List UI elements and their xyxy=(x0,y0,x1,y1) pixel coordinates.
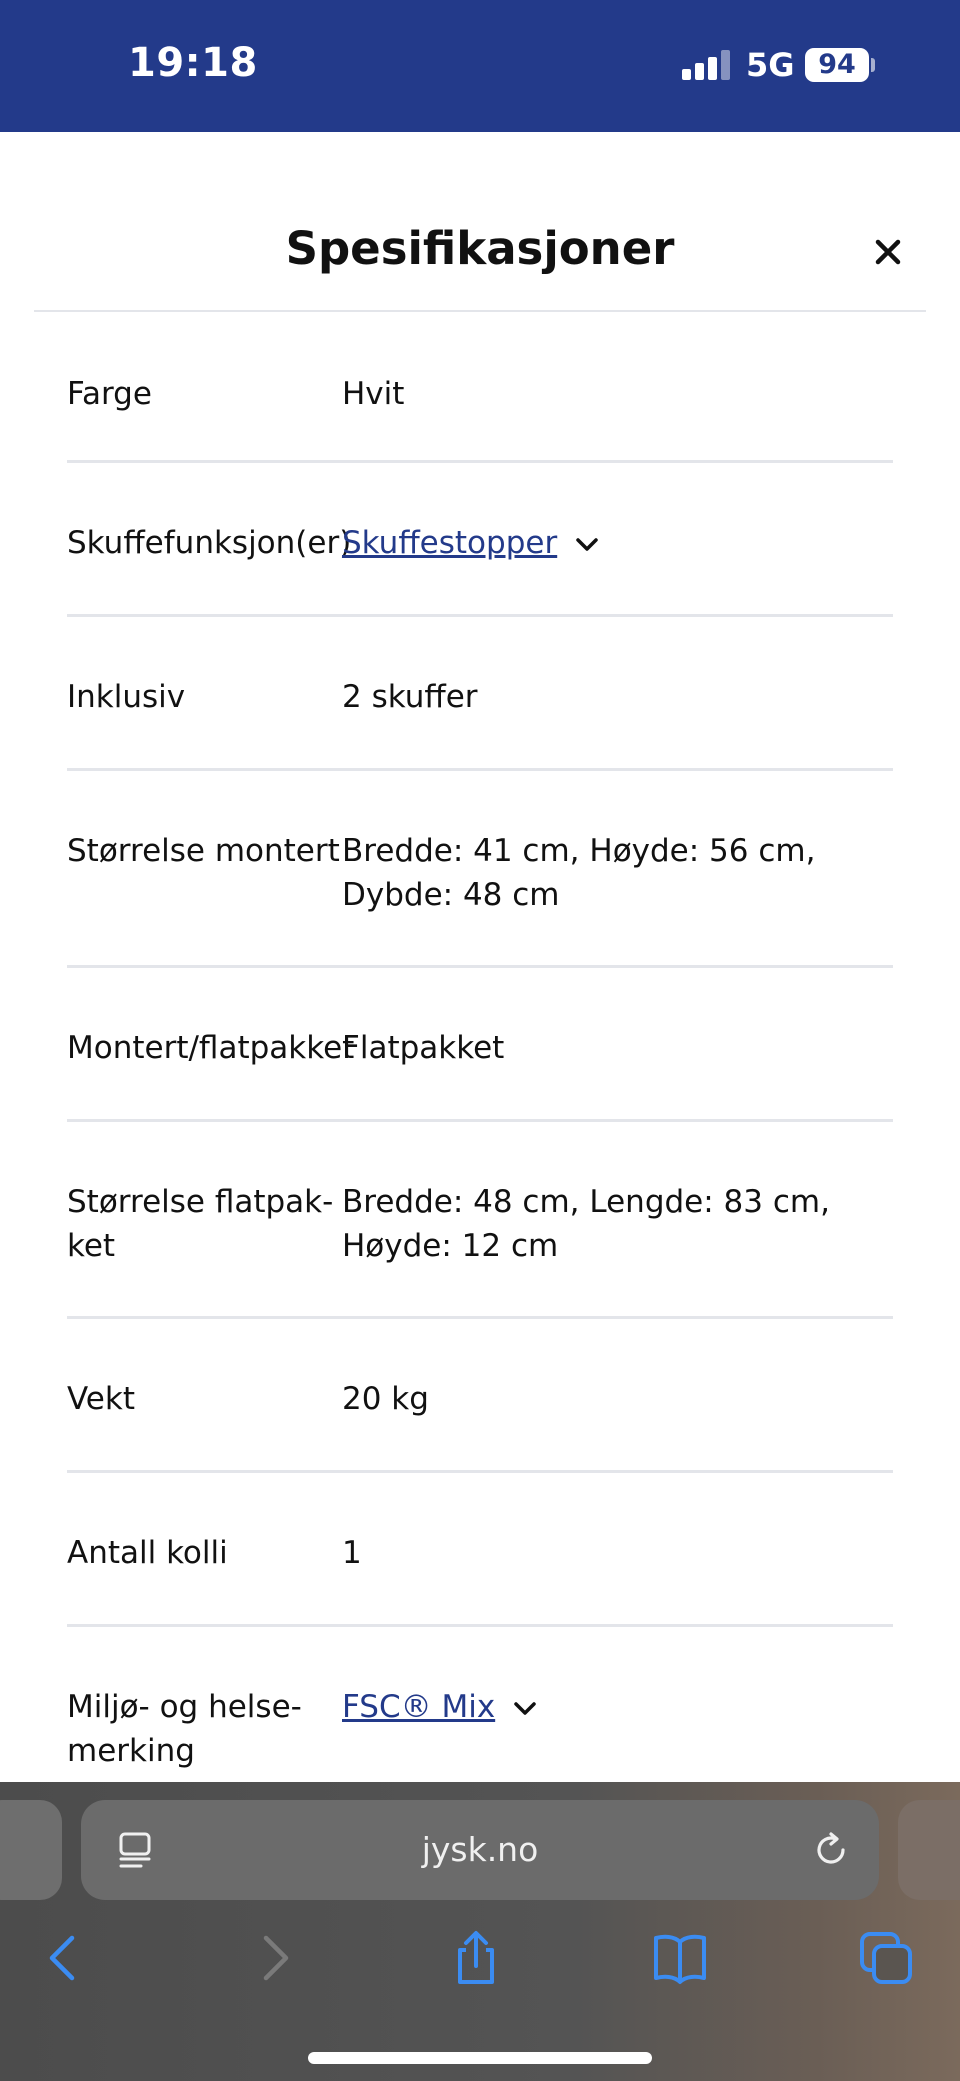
spec-row-skuffefunksjon xyxy=(67,463,893,617)
spec-value: Hvit xyxy=(342,376,405,412)
spec-label: Miljø- og helsemerking xyxy=(67,1689,302,1769)
previous-tab-preview[interactable] xyxy=(0,1800,62,1900)
spec-value: 2 skuffer xyxy=(342,679,478,715)
battery-icon xyxy=(805,48,869,82)
spec-value: Flatpakket xyxy=(342,1030,505,1066)
battery-level: 94 xyxy=(818,49,856,80)
share-icon[interactable] xyxy=(448,1930,504,1986)
status-bar xyxy=(0,0,960,132)
next-tab-preview[interactable] xyxy=(898,1800,960,1900)
address-bar[interactable] xyxy=(81,1800,879,1900)
spec-label: Størrelse flatpakket xyxy=(67,1184,334,1264)
chevron-down-icon[interactable] xyxy=(575,537,599,553)
spec-row-storrelse-flatpakket xyxy=(67,1122,893,1319)
chevron-down-icon[interactable] xyxy=(513,1701,537,1717)
spec-value: Bredde: 48 cm, Lengde: 83 cm, Høyde: 12 cm xyxy=(342,1184,830,1264)
status-time: 19:18 xyxy=(128,40,258,86)
modal-title: Spesifikasjoner xyxy=(285,222,675,275)
fsc-mix-link[interactable]: FSC® Mix xyxy=(342,1689,496,1725)
url-text: jysk.no xyxy=(421,1830,539,1869)
spec-label: Størrelse montert xyxy=(67,833,340,869)
spec-value: 20 kg xyxy=(342,1381,429,1417)
spec-value xyxy=(342,1685,893,1729)
spec-label: Farge xyxy=(67,376,152,412)
close-icon xyxy=(868,232,908,272)
back-icon[interactable] xyxy=(36,1930,92,1986)
spec-label: Montert/flatpakket xyxy=(67,1030,355,1066)
spec-label: Skuffefunksjon(er) xyxy=(67,525,352,561)
spec-label: Inklusiv xyxy=(67,679,186,715)
spec-value: 1 xyxy=(342,1535,362,1571)
home-indicator[interactable] xyxy=(308,2052,652,2064)
spec-label: Antall kolli xyxy=(67,1535,228,1571)
skuffestopper-link[interactable]: Skuffestopper xyxy=(342,525,558,561)
spec-list xyxy=(67,312,893,1781)
battery-nub xyxy=(871,58,875,72)
spec-row-antall-kolli xyxy=(67,1473,893,1627)
reload-icon[interactable] xyxy=(811,1830,851,1870)
spec-row-miljo-merking xyxy=(67,1627,893,1781)
tabs-icon[interactable] xyxy=(858,1930,914,1986)
spec-row-storrelse-montert xyxy=(67,771,893,968)
close-button[interactable] xyxy=(868,232,908,272)
spec-row-vekt xyxy=(67,1319,893,1473)
spec-row-inklusiv xyxy=(67,617,893,771)
spec-value xyxy=(342,521,893,565)
forward-icon[interactable] xyxy=(246,1930,302,1986)
cellular-signal-icon xyxy=(682,50,730,80)
spec-row-farge xyxy=(67,312,893,463)
network-type: 5G xyxy=(746,46,795,84)
spec-value: Bredde: 41 cm, Høyde: 56 cm, Dybde: 48 cm xyxy=(342,833,816,913)
bookmarks-icon[interactable] xyxy=(652,1930,708,1986)
spec-label: Vekt xyxy=(67,1381,135,1417)
spec-row-montert-flatpakket xyxy=(67,968,893,1122)
